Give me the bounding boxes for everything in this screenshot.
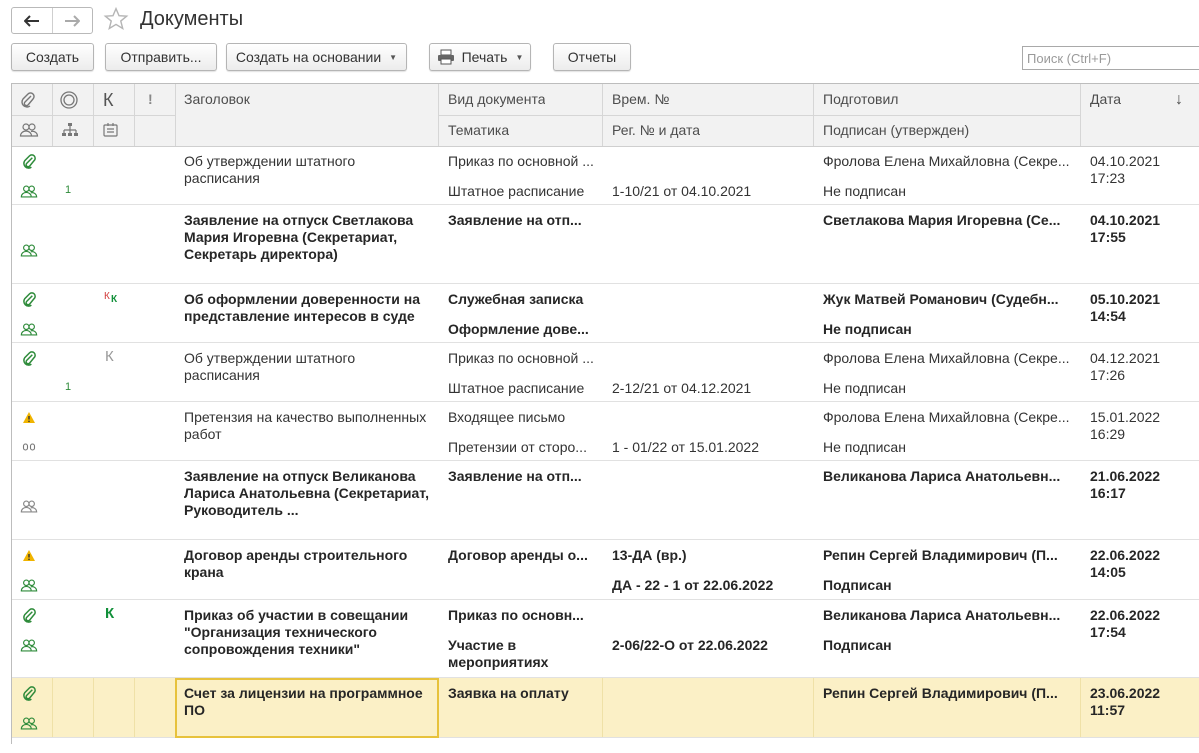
header-reg-no[interactable]: Рег. № и дата (612, 122, 700, 138)
table-row[interactable] (12, 343, 1199, 402)
cell-date: 05.10.2021 (1090, 291, 1161, 307)
print-button[interactable] (429, 43, 531, 71)
cell-temp-no: 13-ДА (вр.) (612, 547, 687, 563)
header-temp-no[interactable]: Врем. № (612, 91, 670, 107)
cell-topic: Оформление дове... (448, 321, 589, 337)
table-row[interactable] (12, 678, 1199, 738)
cell-time: 17:54 (1090, 624, 1126, 640)
cell-signed-by: Не подписан (823, 439, 906, 455)
cell-title: Заявление на отпуск Великанова Лариса Анатольевна (Секретариат, Руководитель ... (184, 468, 429, 518)
cell-reg-no: 1 - 01/22 от 15.01.2022 (612, 439, 759, 455)
cell-doc-type: Приказ по основн... (448, 607, 584, 623)
cell-date: 15.01.2022 (1090, 409, 1161, 425)
header-signed-by[interactable]: Подписан (утвержден) (823, 122, 970, 138)
header-importance[interactable]: ! (148, 91, 153, 107)
cell-prepared-by: Фролова Елена Михайловна (Секре... (823, 153, 1070, 169)
send-button-label: Отправить... (120, 49, 202, 65)
header-k[interactable]: К (103, 90, 114, 110)
forward-button[interactable] (52, 8, 93, 33)
cell-time: 16:17 (1090, 485, 1126, 501)
cell-doc-type: Договор аренды о... (448, 547, 588, 563)
header-doc-type[interactable]: Вид документа (448, 91, 546, 107)
create-based-on-label: Создать на основании (235, 49, 382, 65)
dropdown-caret-icon: ▼ (515, 52, 524, 62)
cell-date: 04.12.2021 (1090, 350, 1161, 366)
documents-table (11, 83, 1199, 744)
control-k-icon: К (105, 348, 114, 365)
cell-doc-type: Заявка на оплату (448, 685, 569, 701)
paperclip-icon (20, 684, 38, 702)
cell-title: Счет за лицензии на программное ПО (184, 685, 423, 718)
focused-cell-frame (175, 678, 439, 738)
table-row[interactable] (12, 205, 1199, 284)
users-icon (20, 636, 38, 654)
arrow-left-icon (24, 15, 40, 27)
cell-title: Об оформлении доверенности на представление интересов в суде (184, 291, 421, 324)
cell-signed-by: Подписан (823, 637, 892, 653)
cell-prepared-by: Великанова Лариса Анатольевн... (823, 468, 1061, 484)
cell-reg-no: 2-12/21 от 04.12.2021 (612, 380, 752, 396)
header-topic[interactable]: Тематика (448, 122, 510, 138)
cell-prepared-by: Фролова Елена Михайловна (Секре... (823, 350, 1070, 366)
header-hierarchy-icon[interactable] (60, 121, 80, 139)
create-button[interactable] (11, 43, 94, 71)
dropdown-caret-icon: ▼ (389, 52, 398, 62)
navigation-buttons (11, 7, 93, 34)
create-button-label: Создать (25, 49, 80, 65)
arrow-right-icon (64, 15, 80, 27)
cell-topic: Штатное расписание (448, 183, 585, 199)
cell-prepared-by: Великанова Лариса Анатольевн... (823, 607, 1061, 623)
glasses-icon (20, 438, 38, 456)
header-stamp-list-icon[interactable] (101, 121, 121, 139)
users-icon (20, 576, 38, 594)
cell-title: Об утверждении штатного расписания (184, 350, 356, 383)
favorite-star-icon[interactable] (103, 6, 129, 32)
cell-date: 04.10.2021 (1090, 153, 1161, 169)
header-title[interactable]: Заголовок (184, 91, 250, 107)
cell-time: 17:26 (1090, 367, 1126, 383)
control-green-k-icon: К (111, 294, 118, 305)
cell-prepared-by: Фролова Елена Михайловна (Секре... (823, 409, 1070, 425)
users-gray-icon (20, 497, 38, 515)
cell-date: 22.06.2022 (1090, 547, 1161, 563)
users-icon (20, 241, 38, 259)
cell-date: 04.10.2021 (1090, 212, 1161, 228)
cell-time: 14:54 (1090, 308, 1126, 324)
warning-icon (20, 408, 38, 426)
cell-title: Претензия на качество выполненных работ (184, 409, 427, 442)
cell-doc-type: Заявление на отп... (448, 212, 582, 228)
control-k-icon: К (105, 605, 115, 622)
cell-date: 21.06.2022 (1090, 468, 1161, 484)
reports-button-label: Отчеты (567, 49, 617, 65)
approval-count: 1 (65, 381, 72, 393)
control-red-k-icon: К (104, 291, 110, 302)
users-icon (20, 182, 38, 200)
users-icon (20, 320, 38, 338)
paperclip-icon (20, 152, 38, 170)
table-row[interactable] (12, 540, 1199, 600)
table-row[interactable] (12, 600, 1199, 678)
page-title: Документы (140, 8, 244, 30)
cell-doc-type: Входящее письмо (448, 409, 566, 425)
table-row[interactable] (12, 146, 1199, 205)
cell-prepared-by: Репин Сергей Владимирович (П... (823, 547, 1058, 563)
paperclip-icon (20, 349, 38, 367)
table-header (12, 84, 1199, 147)
back-button[interactable] (12, 8, 52, 33)
header-date[interactable]: Дата (1090, 91, 1122, 107)
warning-icon (20, 546, 38, 564)
cell-prepared-by: Репин Сергей Владимирович (П... (823, 685, 1058, 701)
cell-reg-no: 2-06/22-О от 22.06.2022 (612, 637, 768, 653)
sort-descending-icon[interactable]: ↓ (1175, 91, 1183, 108)
send-button[interactable] (105, 43, 217, 71)
cell-title: Приказ об участии в совещании "Организация технического сопровождения техники" (184, 607, 409, 657)
cell-date: 23.06.2022 (1090, 685, 1161, 701)
reports-button[interactable] (553, 43, 631, 71)
cell-time: 11:57 (1090, 702, 1126, 718)
cell-signed-by: Подписан (823, 577, 892, 593)
cell-title: Договор аренды строительного крана (184, 547, 408, 580)
cell-doc-type: Приказ по основной ... (448, 153, 594, 169)
users-icon (20, 714, 38, 732)
cell-time: 14:05 (1090, 564, 1126, 580)
header-prepared-by[interactable]: Подготовил (823, 91, 899, 107)
cell-prepared-by: Жук Матвей Романович (Судебн... (823, 291, 1059, 307)
cell-time: 17:23 (1090, 170, 1126, 186)
cell-signed-by: Не подписан (823, 380, 906, 396)
cell-topic: Участие в мероприятиях (448, 637, 549, 670)
print-button-label: Печать (461, 49, 508, 65)
header-attachment-icon[interactable] (19, 91, 37, 109)
header-status-circle-icon[interactable] (59, 90, 79, 110)
cell-reg-no: ДА - 22 - 1 от 22.06.2022 (612, 577, 774, 593)
cell-time: 17:55 (1090, 229, 1126, 245)
approval-count: 1 (65, 184, 72, 196)
printer-icon (437, 49, 455, 65)
cell-signed-by: Не подписан (823, 183, 906, 199)
header-users-icon[interactable] (19, 121, 39, 139)
create-based-on-button[interactable] (226, 43, 407, 71)
table-row[interactable] (12, 284, 1199, 343)
cell-time: 16:29 (1090, 426, 1126, 442)
cell-prepared-by: Светлакова Мария Игоревна (Се... (823, 212, 1061, 228)
cell-title: Заявление на отпуск Светлакова Мария Игоревна (Секретариат, Секретарь директора) (184, 212, 414, 262)
paperclip-icon (20, 290, 38, 308)
cell-topic: Штатное расписание (448, 380, 585, 396)
cell-reg-no: 1-10/21 от 04.10.2021 (612, 183, 752, 199)
cell-doc-type: Приказ по основной ... (448, 350, 594, 366)
cell-doc-type: Служебная записка (448, 291, 584, 307)
cell-title: Об утверждении штатного расписания (184, 153, 356, 186)
table-row[interactable] (12, 402, 1199, 461)
paperclip-icon (20, 606, 38, 624)
cell-doc-type: Заявление на отп... (448, 468, 582, 484)
cell-signed-by: Не подписан (823, 321, 912, 337)
table-row[interactable] (12, 461, 1199, 540)
cell-topic: Претензии от сторо... (448, 439, 587, 455)
cell-date: 22.06.2022 (1090, 607, 1161, 623)
search-input[interactable] (1022, 46, 1199, 70)
